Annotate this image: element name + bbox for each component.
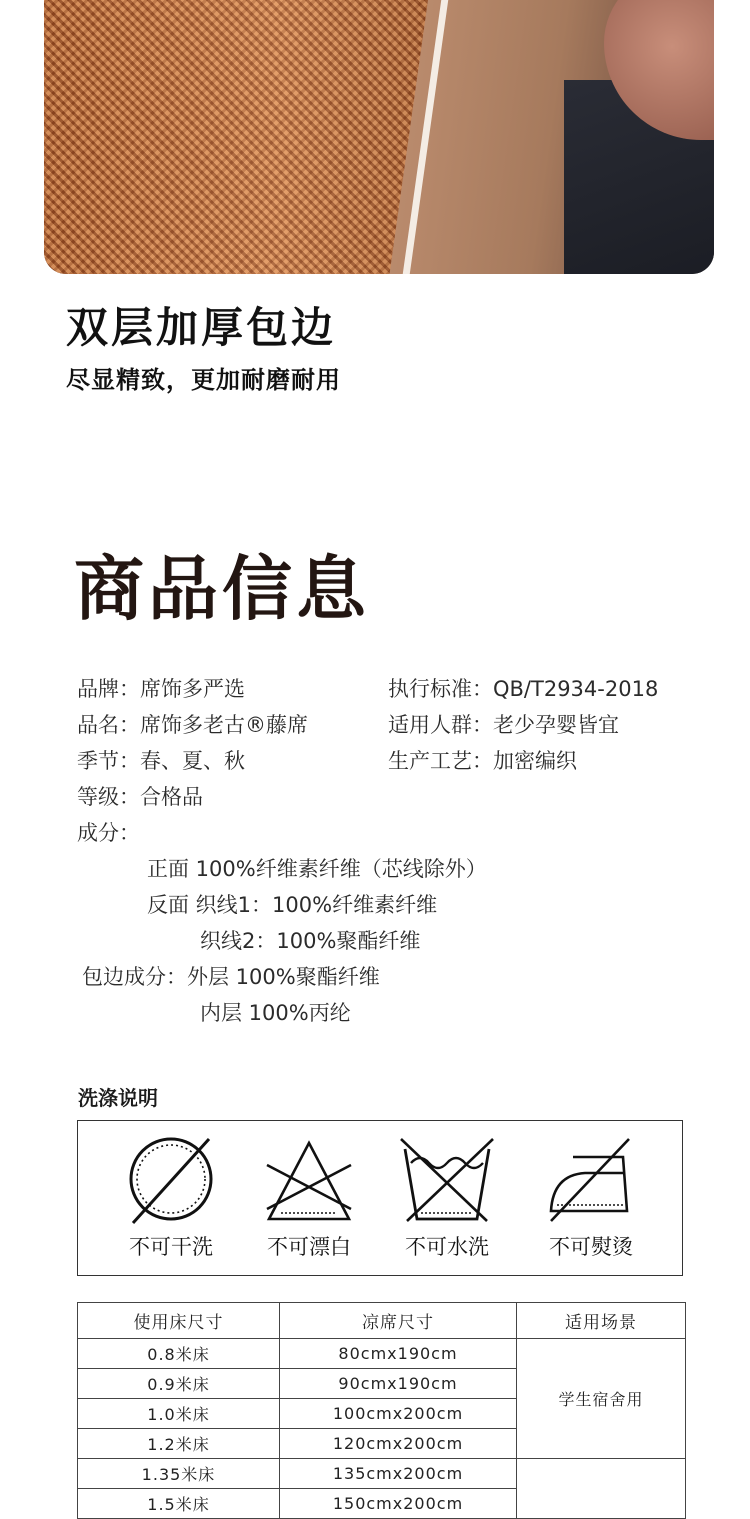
bed-size-cell: 0.8米床 xyxy=(78,1339,280,1369)
bed-size-cell: 1.5米床 xyxy=(78,1489,280,1519)
header-scene: 适用场景 xyxy=(517,1303,686,1339)
bed-size-cell: 1.35米床 xyxy=(78,1459,280,1489)
table-row xyxy=(78,1339,686,1369)
rattan-weave xyxy=(44,0,439,274)
size-table xyxy=(77,1302,686,1519)
care-no-wash xyxy=(382,1135,512,1261)
scene-cell: 学生宿舍用 xyxy=(517,1339,686,1459)
mat-size-cell: 90cmx190cm xyxy=(280,1369,517,1399)
info-binding: 包边成分：外层 100%聚酯纤维 xyxy=(82,965,380,989)
mat-size-cell: 135cmx200cm xyxy=(280,1459,517,1489)
info-audience: 适用人群：老少孕婴皆宜 xyxy=(388,713,619,737)
washing-title: 洗涤说明 xyxy=(78,1086,158,1110)
info-grade: 等级：合格品 xyxy=(77,785,203,809)
care-label-no-dry-clean: 不可干洗 xyxy=(129,1235,213,1259)
product-photo xyxy=(44,0,714,274)
info-back-thread1: 反面 织线1：100%纤维素纤维 xyxy=(147,893,438,917)
care-label-no-bleach: 不可漂白 xyxy=(267,1235,351,1259)
bed-size-cell: 1.2米床 xyxy=(78,1429,280,1459)
mat-size-cell: 120cmx200cm xyxy=(280,1429,517,1459)
info-brand: 品牌：席饰多严选 xyxy=(77,677,245,701)
care-label-no-wash: 不可水洗 xyxy=(405,1235,489,1259)
header-mat-size: 凉席尺寸 xyxy=(280,1303,517,1339)
mat-size-cell: 100cmx200cm xyxy=(280,1399,517,1429)
care-instructions xyxy=(77,1120,683,1276)
product-info-title: 商品信息 xyxy=(74,548,370,630)
info-front: 正面 100%纤维素纤维（芯线除外） xyxy=(147,857,487,881)
info-season: 季节：春、夏、秋 xyxy=(77,749,245,773)
info-binding-inner: 内层 100%丙纶 xyxy=(200,1001,351,1025)
mat-size-cell: 80cmx190cm xyxy=(280,1339,517,1369)
size-table-header xyxy=(78,1303,686,1339)
scene-cell-2 xyxy=(517,1459,686,1519)
no-iron-icon xyxy=(543,1135,639,1225)
info-back-thread2: 织线2：100%聚酯纤维 xyxy=(200,929,421,953)
table-row xyxy=(78,1459,686,1489)
bed-size-cell: 0.9米床 xyxy=(78,1369,280,1399)
no-bleach-icon xyxy=(261,1135,357,1225)
info-process: 生产工艺：加密编织 xyxy=(388,749,577,773)
info-name: 品名：席饰多老古®藤席 xyxy=(77,713,308,737)
feature-subtitle: 尽显精致，更加耐磨耐用 xyxy=(66,366,341,394)
info-composition: 成分： xyxy=(77,821,140,845)
no-dry-clean-icon xyxy=(123,1135,219,1225)
mat-size-cell: 150cmx200cm xyxy=(280,1489,517,1519)
feature-title: 双层加厚包边 xyxy=(66,303,337,352)
header-bed-size: 使用床尺寸 xyxy=(78,1303,280,1339)
care-label-no-iron: 不可熨烫 xyxy=(549,1235,633,1259)
no-wash-icon xyxy=(395,1135,499,1225)
bed-size-cell: 1.0米床 xyxy=(78,1399,280,1429)
care-no-iron xyxy=(526,1135,656,1261)
info-standard: 执行标准：QB/T2934-2018 xyxy=(388,677,659,701)
care-no-bleach xyxy=(244,1135,374,1261)
care-no-dry-clean xyxy=(106,1135,236,1261)
